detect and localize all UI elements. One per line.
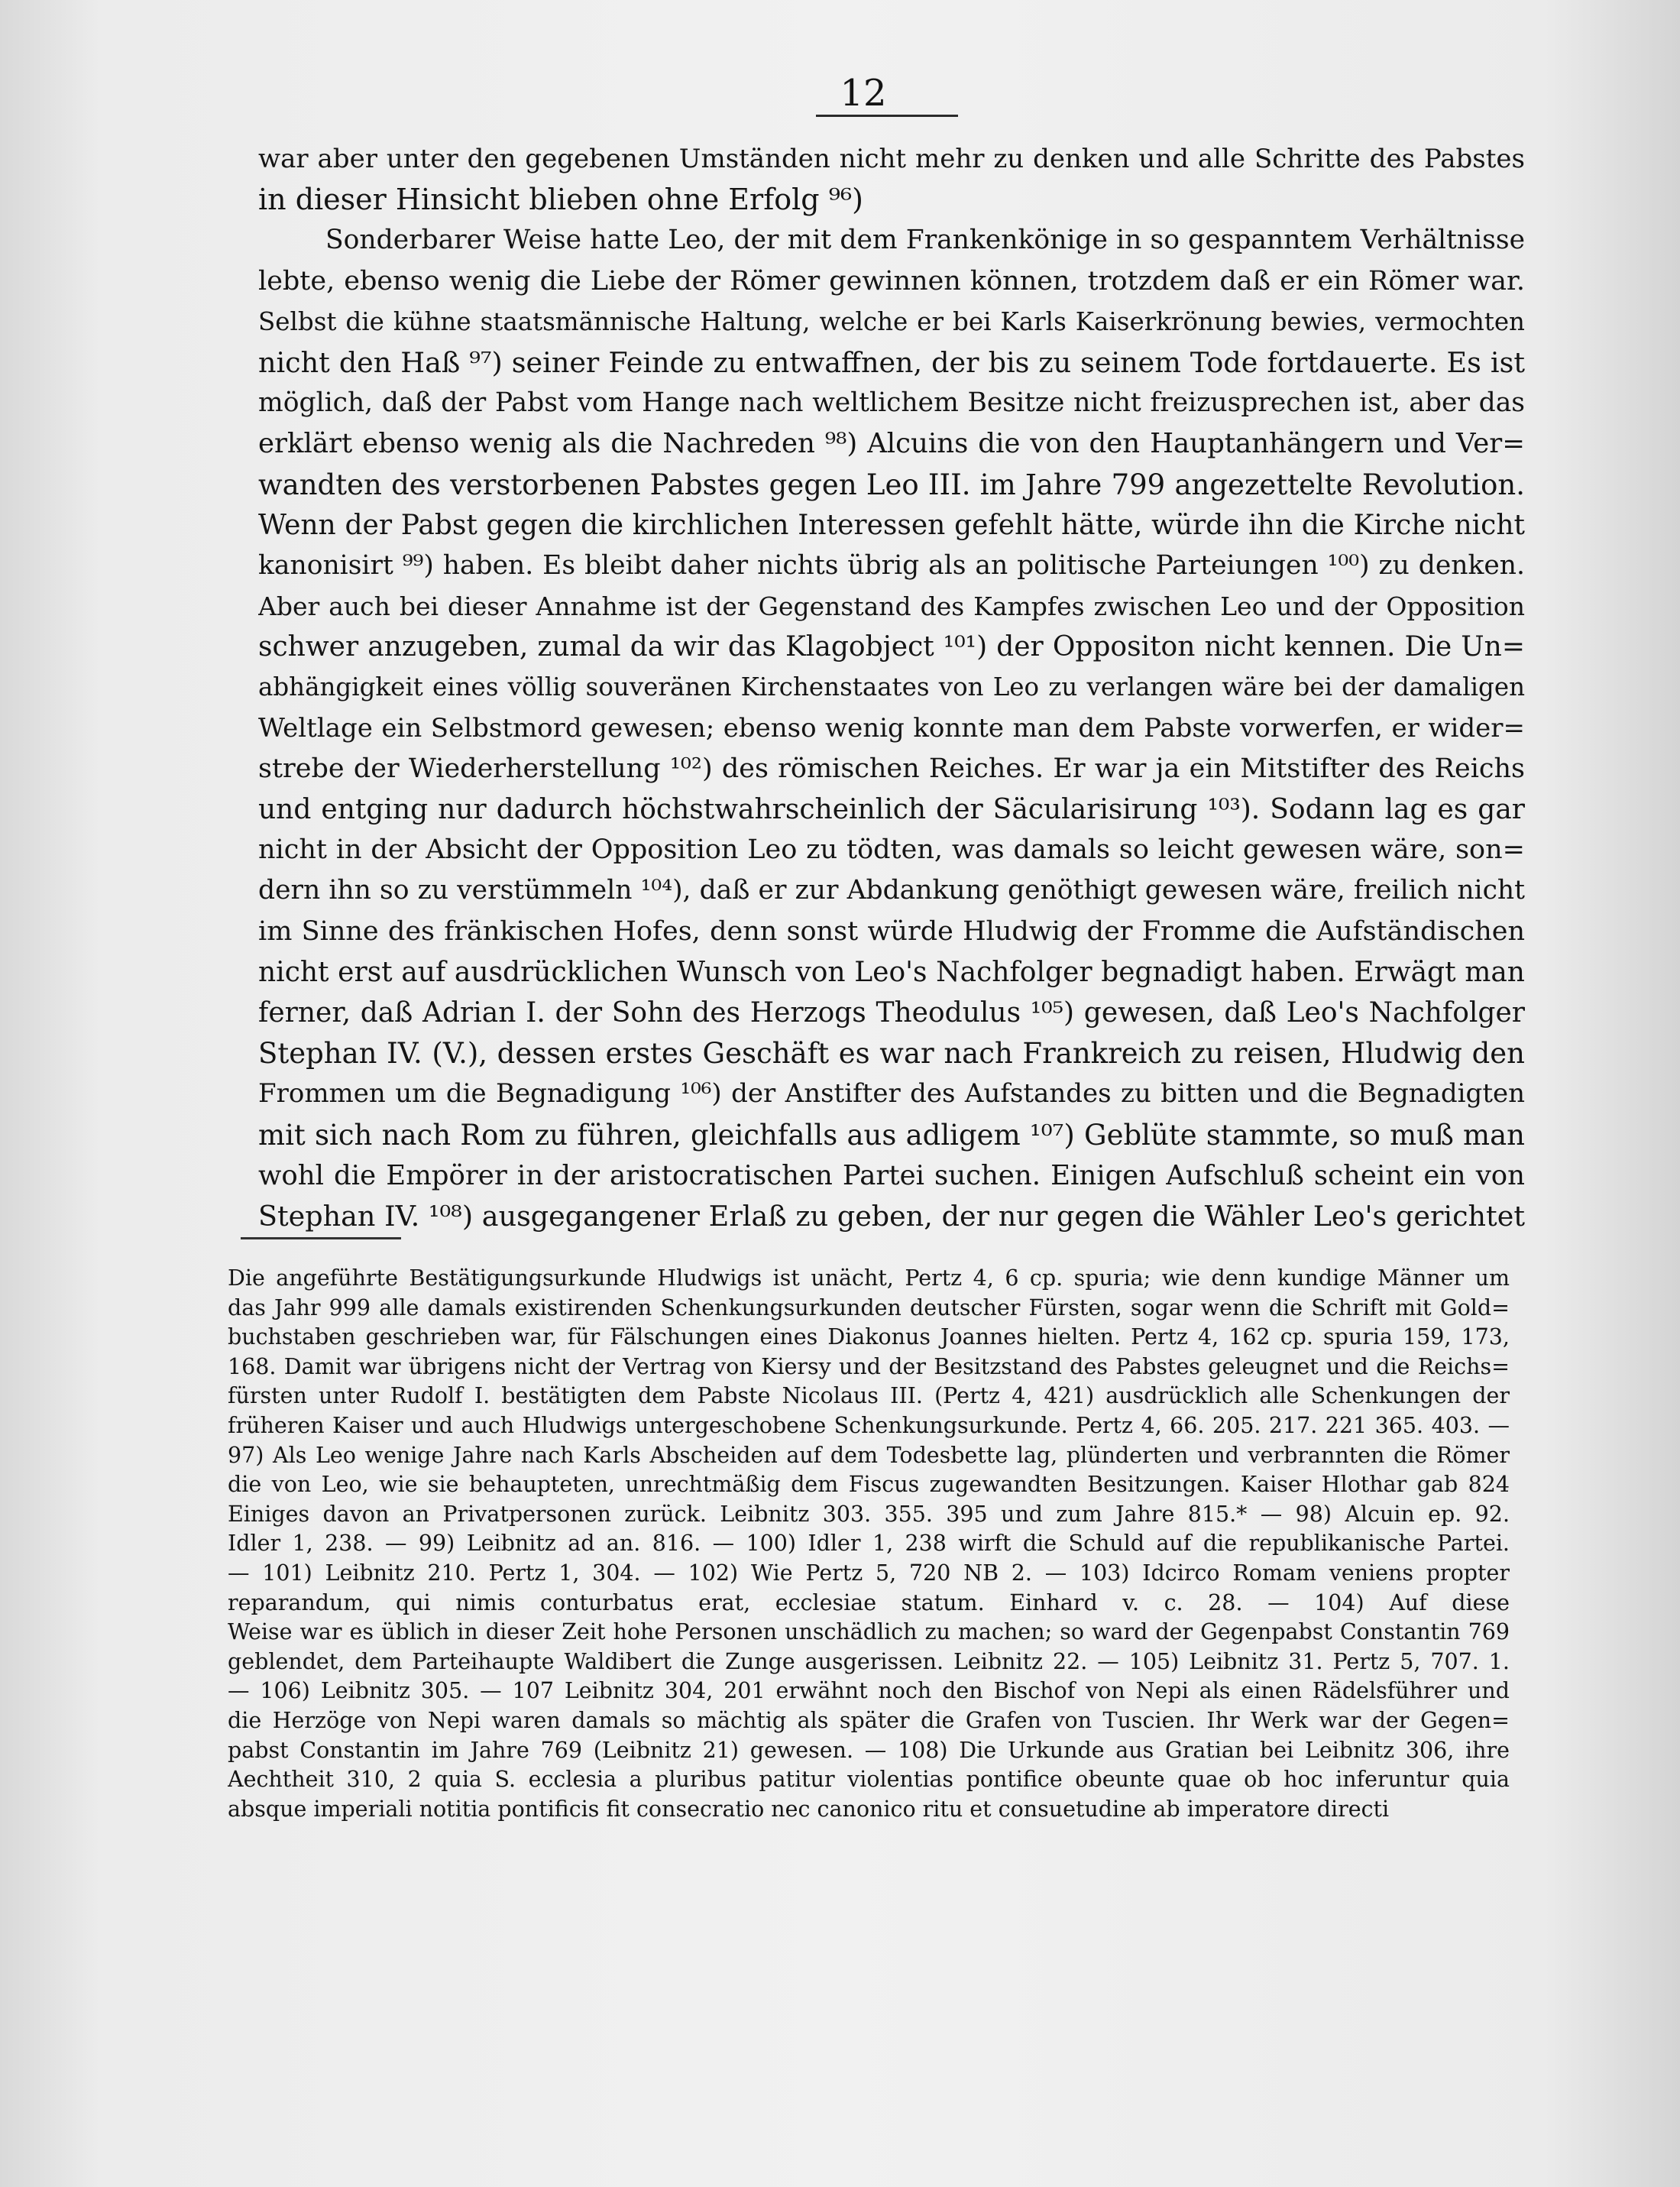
footnote-line: reparandum, qui nimis conturbatus erat, ecclesiae statum. Einhard v. c. 28. — 104) Auf diese bbox=[228, 1589, 1510, 1615]
footnote-line: die Herzöge von Nepi waren damals so mächtig als später die Grafen von Tuscien. Ihr Werk war der Gegen= bbox=[228, 1707, 1510, 1733]
footnote-line: Idler 1, 238. — 99) Leibnitz ad an. 816. — 100) Idler 1, 238 wirft die Schuld auf die republikanische Partei. bbox=[228, 1531, 1510, 1557]
footnote-line: geblendet, dem Parteihaupte Waldibert die Zunge ausgerissen. Leibnitz 22. — 105) Leibnitz 31. Pertz 5, 707. 1. bbox=[228, 1648, 1510, 1674]
main-text-line: nicht erst auf ausdrücklichen Wunsch von Leo's Nachfolger begnadigt haben. Erwägt man bbox=[258, 956, 1525, 988]
footnote-line: Weise war es üblich in dieser Zeit hohe Personen unschädlich zu machen; so ward der Gegenpabst Constantin 769 bbox=[228, 1619, 1510, 1645]
main-text-line: mit sich nach Rom zu führen, gleichfalls aus adligem ¹⁰⁷) Geblüte stammte, so muß man bbox=[258, 1118, 1525, 1152]
main-text-line: nicht den Haß ⁹⁷) seiner Feinde zu entwaffnen, der bis zu seinem Tode fortdauerte. Es ist bbox=[258, 345, 1525, 379]
footnotes bbox=[228, 1264, 1510, 1824]
footnote-line: Einiges davon an Privatpersonen zurück. Leibnitz 303. 355. 395 und zum Jahre 815.* — 98) Alcuin ep. 92. bbox=[228, 1501, 1510, 1527]
footnote-line: pabst Constantin im Jahre 769 (Leibnitz 21) gewesen. — 108) Die Urkunde aus Gratian bei Leibnitz 306, ihre bbox=[228, 1737, 1510, 1763]
footnote-line: 168. Damit war übrigens nicht der Vertrag von Kiersy und der Besitzstand des Pabstes geleugnet und die Reichs= bbox=[228, 1353, 1510, 1379]
main-text-line: lebte, ebenso wenig die Liebe der Römer gewinnen können, trotzdem daß er ein Römer war. bbox=[258, 265, 1525, 296]
page-number: 12 bbox=[840, 72, 887, 115]
main-text-line: Frommen um die Begnadigung ¹⁰⁶) der Anstifter des Aufstandes zu bitten und die Begnadigten bbox=[258, 1078, 1525, 1110]
main-text-line: war aber unter den gegebenen Umständen nicht mehr zu denken und alle Schritte des Pabstes bbox=[258, 144, 1525, 174]
main-text-line: Weltlage ein Selbstmord gewesen; ebenso wenig konnte man dem Pabste vorwerfen, er wider= bbox=[258, 712, 1525, 744]
main-text-line: erklärt ebenso wenig als die Nachreden ⁹⁸) Alcuins die von den Hauptanhängern und Ver= bbox=[258, 428, 1525, 460]
main-text-line: und entging nur dadurch höchstwahrscheinlich der Säcularisirung ¹⁰³). Sodann lag es gar bbox=[258, 794, 1525, 825]
main-text-line: wohl die Empörer in der aristocratischen Partei suchen. Einigen Aufschluß scheint ein von bbox=[258, 1159, 1525, 1191]
main-text-line: schwer anzugeben, zumal da wir das Klagobject ¹⁰¹) der Oppositon nicht kennen. Die Un= bbox=[258, 631, 1525, 663]
main-text-line: möglich, daß der Pabst vom Hange nach weltlichem Besitze nicht freizusprechen ist, aber das bbox=[258, 387, 1525, 419]
footnote-line: Die angeführte Bestätigungsurkunde Hludwigs ist unächt, Pertz 4, 6 cp. spuria; wie denn kundige Männer um bbox=[228, 1265, 1510, 1291]
footnote-line: die von Leo, wie sie behaupteten, unrechtmäßig dem Fiscus zugewandten Besitzungen. Kaiser Hlothar gab 824 bbox=[228, 1472, 1510, 1498]
footnote-line: früheren Kaiser und auch Hludwigs untergeschobene Schenkungsurkunde. Pertz 4, 66. 205. 217. 221 365. 403. — bbox=[228, 1412, 1510, 1438]
main-text-line: Stephan IV. (V.), dessen erstes Geschäft es war nach Frankreich zu reisen, Hludwig den bbox=[258, 1037, 1525, 1071]
main-text-line: abhängigkeit eines völlig souveränen Kirchenstaates von Leo zu verlangen wäre bei der damaligen bbox=[258, 672, 1525, 702]
footnote-line: Aechtheit 310, 2 quia S. ecclesia a pluribus patitur violentias pontifice obeunte quae ob hoc inferuntur quia bbox=[228, 1767, 1510, 1793]
page-number-rule bbox=[816, 115, 958, 117]
footnote-line: fürsten unter Rudolf I. bestätigten dem Pabste Nicolaus III. (Pertz 4, 421) ausdrücklich alle Schenkungen der bbox=[228, 1383, 1510, 1409]
main-text-line: in dieser Hinsicht blieben ohne Erfolg ⁹⁶) bbox=[258, 183, 864, 217]
main-text-line: dern ihn so zu verstümmeln ¹⁰⁴), daß er zur Abdankung genöthigt gewesen wäre, freilich nicht bbox=[258, 875, 1525, 906]
main-text-line: Sonderbarer Weise hatte Leo, der mit dem Frankenkönige in so gespanntem Verhältnisse bbox=[325, 225, 1525, 256]
footnote-line: absque imperiali notitia pontificis fit consecratio nec canonico ritu et consuetudine ab imperatore directi bbox=[228, 1796, 1390, 1822]
main-text-line: im Sinne des fränkischen Hofes, denn sonst würde Hludwig der Fromme die Aufständischen bbox=[258, 915, 1525, 947]
footnote-line: — 101) Leibnitz 210. Pertz 1, 304. — 102) Wie Pertz 5, 720 NB 2. — 103) Idcirco Romam veniens propter bbox=[228, 1560, 1510, 1586]
main-text-body bbox=[258, 139, 1525, 1236]
main-text-line: strebe der Wiederherstellung ¹⁰²) des römischen Reiches. Er war ja ein Mitstifter des Reichs bbox=[258, 753, 1525, 784]
footnote-line: 97) Als Leo wenige Jahre nach Karls Abscheiden auf dem Todesbette lag, plünderten und verbrannten die Römer bbox=[228, 1442, 1510, 1468]
main-text-line: Wenn der Pabst gegen die kirchlichen Interessen gefehlt hätte, würde ihn die Kirche nicht bbox=[258, 509, 1525, 541]
main-text-line: ferner, daß Adrian I. der Sohn des Herzogs Theodulus ¹⁰⁵) gewesen, daß Leo's Nachfolger bbox=[258, 996, 1525, 1029]
main-text-line: nicht in der Absicht der Opposition Leo zu tödten, was damals so leicht gewesen wäre, son= bbox=[258, 834, 1525, 866]
footnote-divider bbox=[241, 1237, 401, 1239]
footnote-line: das Jahr 999 alle damals existirenden Schenkungsurkunden deutscher Fürsten, sogar wenn die Schrift mit Gold= bbox=[228, 1294, 1510, 1320]
main-text-line: Stephan IV. ¹⁰⁸) ausgegangener Erlaß zu geben, der nur gegen die Wähler Leo's gerichtet bbox=[258, 1199, 1525, 1233]
main-text-line: wandten des verstorbenen Pabstes gegen Leo III. im Jahre 799 angezettelte Revolution. bbox=[258, 468, 1525, 501]
main-text-line: Aber auch bei dieser Annahme ist der Gegenstand des Kampfes zwischen Leo und der Opposition bbox=[258, 591, 1525, 622]
main-text-line: Selbst die kühne staatsmännische Haltung, welche er bei Karls Kaiserkrönung bewies, vermochten bbox=[258, 306, 1525, 336]
main-text-line: kanonisirt ⁹⁹) haben. Es bleibt daher nichts übrig als an politische Parteiungen ¹⁰⁰) zu denken. bbox=[258, 549, 1525, 581]
footnote-line: buchstaben geschrieben war, für Fälschungen eines Diakonus Joannes hielten. Pertz 4, 162 cp. spuria 159, 173, bbox=[228, 1324, 1510, 1350]
footnote-line: — 106) Leibnitz 305. — 107 Leibnitz 304, 201 erwähnt noch den Bischof von Nepi als einen Rädelsführer und bbox=[228, 1678, 1510, 1704]
